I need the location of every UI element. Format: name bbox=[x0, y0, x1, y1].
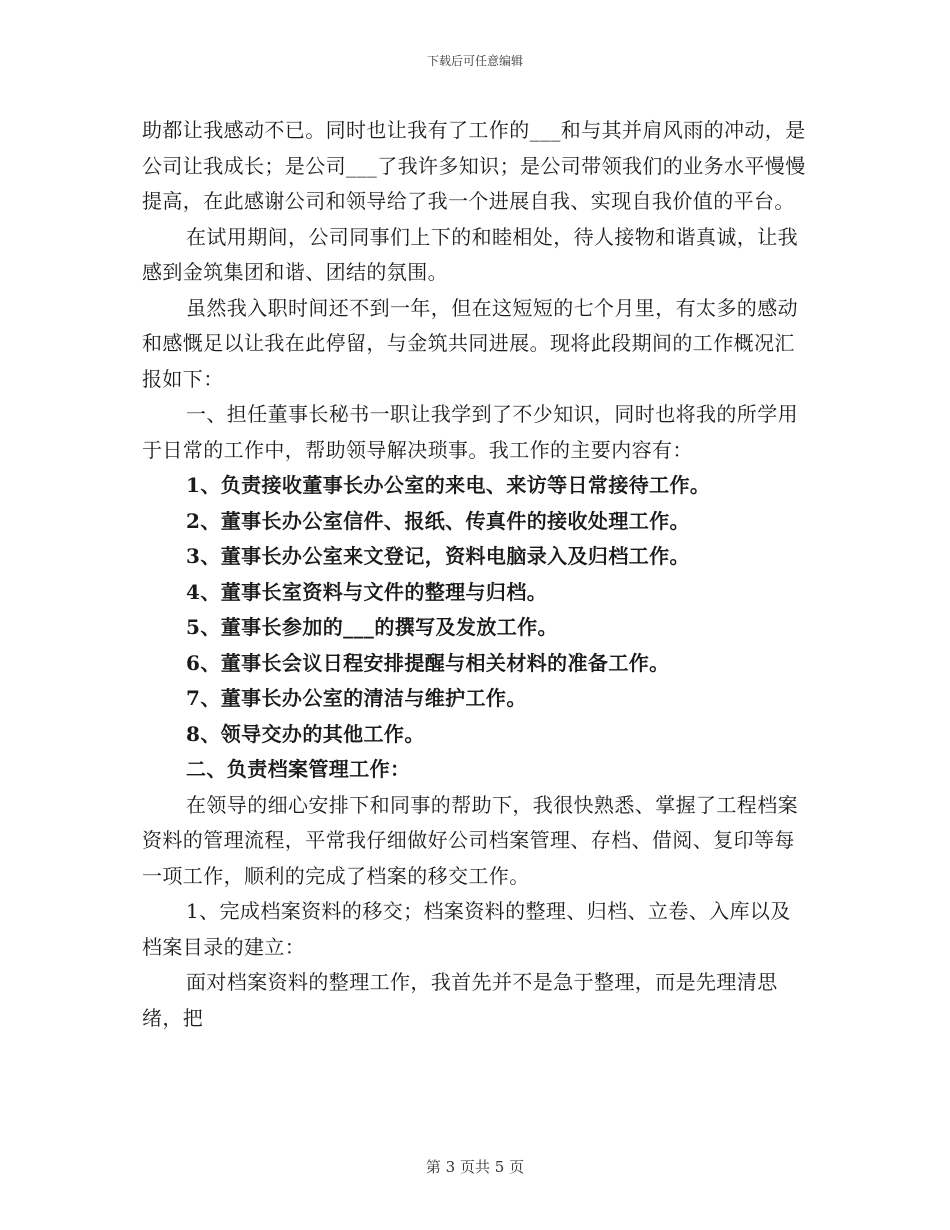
document-body bbox=[142, 113, 810, 1036]
paragraph: 虽然我入职时间还不到一年，但在这短短的七个月里，有太多的感动和感慨足以让我在此停留，与金筑共同进展。现将此段期间的工作概况汇报如下： bbox=[142, 295, 798, 391]
paragraph: 面对档案资料的整理工作，我首先并不是急于整理，而是先理清思绪，把 bbox=[142, 970, 778, 1030]
list-item: 1、负责接收董事长办公室的来电、来访等日常接待工作。 bbox=[186, 473, 711, 497]
list-item: 2、董事长办公室信件、报纸、传真件的接收处理工作。 bbox=[186, 508, 690, 533]
section-heading: 二、负责档案管理工作： bbox=[186, 757, 411, 781]
page-header: 下载后可任意编辑 bbox=[426, 54, 523, 68]
paragraph: 一、担任董事长秘书一职让我学到了不少知识，同时也将我的所学用于日常的工作中，帮助领导解决琐事。我工作的主要内容有： bbox=[142, 402, 798, 462]
paragraph: 助都让我感动不已。同时也让我有了工作的___和与其并肩风雨的冲动，是公司让我成长；是公司___了我许多知识；是公司带领我们的业务水平慢慢提高，在此感谢公司和领导给了我一个进展自我、实现自我价值的平台。 bbox=[142, 118, 806, 213]
list-item: 6、董事长会议日程安排提醒与相关材料的准备工作。 bbox=[186, 650, 670, 675]
list-item: 4、董事长室资料与文件的整理与归档。 bbox=[186, 579, 548, 604]
page-number: 第 3 页共 5 页 bbox=[425, 1158, 525, 1176]
list-item: 8、领导交办的其他工作。 bbox=[186, 721, 425, 746]
list-item: 5、董事长参加的___的撰写及发放工作。 bbox=[186, 615, 558, 639]
list-item: 7、董事长办公室的清洁与维护工作。 bbox=[186, 686, 527, 710]
list-item: 3、董事长办公室来文登记，资料电脑录入及归档工作。 bbox=[186, 544, 690, 568]
paragraph: 在试用期间，公司同事们上下的和睦相处，待人接物和谐真诚，让我感到金筑集团和谐、团结的氛围。 bbox=[142, 224, 798, 284]
paragraph: 在领导的细心安排下和同事的帮助下，我很快熟悉、掌握了工程档案资料的管理流程，平常我仔细做好公司档案管理、存档、借阅、复印等每一项工作，顺利的完成了档案的移交工作。 bbox=[142, 792, 798, 888]
paragraph: 1、完成档案资料的移交；档案资料的整理、归档、立卷、入库以及档案目录的建立： bbox=[142, 899, 791, 959]
